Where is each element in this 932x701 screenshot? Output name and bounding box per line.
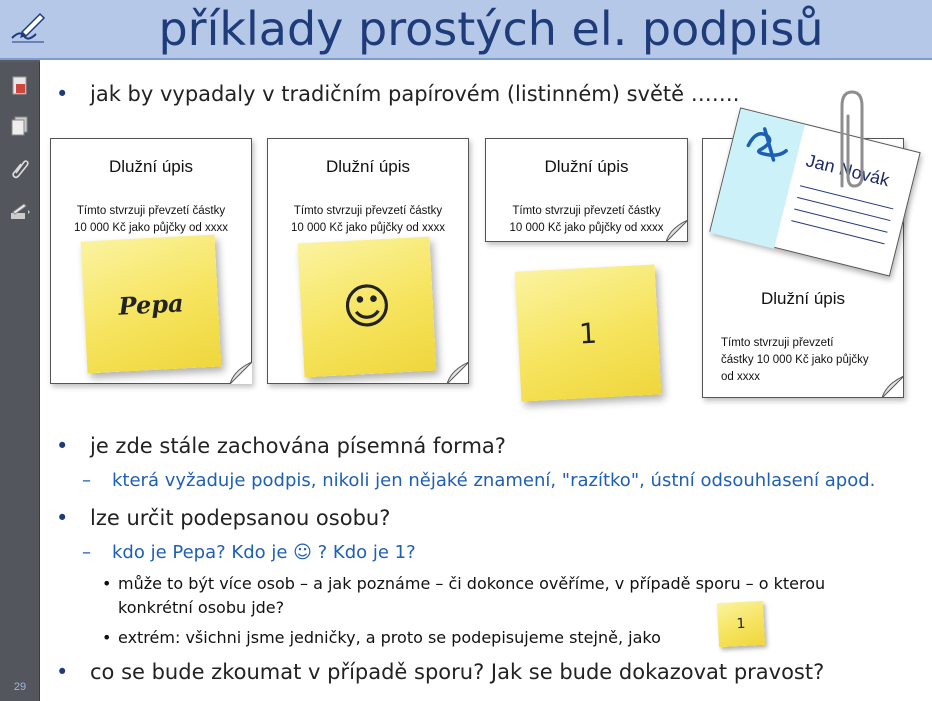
document-title: Dlužní úpis	[760, 289, 846, 308]
document-text-line: 10 000 Kč jako půjčky od xxxx	[73, 222, 229, 234]
page-curl-icon	[666, 220, 688, 242]
bullet-3-sub-text: kdo je Pepa? Kdo je ☺ ? Kdo je 1?	[112, 542, 416, 563]
document-text	[57, 203, 245, 237]
bullet-dot: •	[56, 660, 69, 684]
document-text	[274, 203, 462, 237]
page-curl-icon	[230, 362, 252, 384]
pages-icon[interactable]	[6, 112, 34, 140]
bullet-3-sub-a-text: může to být více osob – a jak poznáme – či dokonce ověříme, v případě sporu – o kterou konkrétní osobu jde?	[118, 574, 826, 617]
page-number: 29	[13, 681, 27, 693]
document-text-line: Tímto stvrzuji převzetí částky	[293, 205, 443, 217]
document-text	[721, 335, 893, 386]
document-text-line: 10 000 Kč jako půjčky od xxxx	[509, 222, 664, 234]
signature-icon[interactable]	[6, 198, 34, 226]
document-text-line: částky 10 000 Kč jako půjčky	[721, 354, 869, 366]
sticky-note-text: Pepa	[117, 287, 185, 321]
dash-marker: –	[82, 470, 91, 491]
bullet-dot: •	[56, 506, 69, 530]
bullet-2	[56, 434, 506, 458]
page-curl-icon	[447, 362, 469, 384]
bullet-3-sub-a	[102, 572, 878, 620]
document-text-line: 10 000 Kč jako půjčky od xxxx	[290, 222, 446, 234]
document-title: Dlužní úpis	[108, 157, 194, 176]
document-text-line: Tímto stvrzuji převzetí částky	[76, 205, 226, 217]
bullet-dot: •	[102, 628, 112, 647]
sticky-note-one	[515, 264, 662, 401]
viewer-toolbar	[0, 0, 40, 701]
bullet-3-sub-b	[102, 626, 718, 650]
bullet-4-text: co se bude zkoumat v případě sporu? Jak se bude dokazovat pravost?	[90, 660, 825, 684]
document-text-line: od xxxx	[721, 371, 760, 383]
paperclip-icon[interactable]	[6, 154, 34, 182]
slide-title-bar	[0, 0, 932, 60]
document-title: Dlužní úpis	[544, 157, 629, 176]
slide-title: příklady prostých el. podpisů	[158, 2, 824, 56]
sticky-note-text: 1	[578, 316, 598, 350]
document-text-line: Tímto stvrzuji převzetí částky	[512, 205, 661, 217]
bullet-3	[56, 506, 390, 530]
bullet-1	[56, 82, 739, 106]
sticky-note-text: 1	[736, 615, 746, 633]
page-curl-icon	[882, 376, 904, 398]
bullet-dot: •	[56, 434, 69, 458]
sticky-note-one-small	[717, 601, 765, 647]
sticky-note-smiley	[298, 237, 437, 378]
document-icon[interactable]	[6, 72, 34, 100]
document-text	[492, 203, 681, 237]
card-line	[791, 220, 884, 244]
smiley-icon: ☺	[340, 277, 394, 337]
document-one	[485, 138, 688, 242]
document-title: Dlužní úpis	[325, 157, 411, 176]
bullet-1-text: jak by vypadaly v tradičním papírovém (listinném) světě …….	[90, 82, 740, 106]
bullet-2-sub-text: která vyžaduje podpis, nikoli jen nějaké znamení, "razítko", ústní odsouhlasení apod.	[112, 470, 876, 491]
bullet-dot: •	[56, 82, 69, 106]
pen-signature-icon	[8, 8, 48, 48]
card-name: Jan Novák	[804, 150, 892, 191]
bullet-dot: •	[102, 574, 112, 593]
bullet-3-sub	[82, 542, 416, 563]
card-line	[794, 209, 887, 233]
bullet-3-sub-b-text: extrém: všichni jsme jedničky, a proto se podepisujeme stejně, jako	[118, 628, 661, 647]
bullet-4	[56, 660, 824, 684]
bullet-3-text: lze určit podepsanou osobu?	[90, 506, 391, 530]
sticky-note-pepa	[81, 235, 222, 374]
card-line	[797, 197, 890, 221]
dash-marker: –	[82, 542, 91, 563]
bullet-2-text: je zde stále zachována písemná forma?	[90, 434, 506, 458]
document-text-line: Tímto stvrzuji převzetí	[721, 337, 834, 349]
bullet-2-sub	[82, 470, 875, 491]
paperclip-icon	[830, 86, 870, 196]
